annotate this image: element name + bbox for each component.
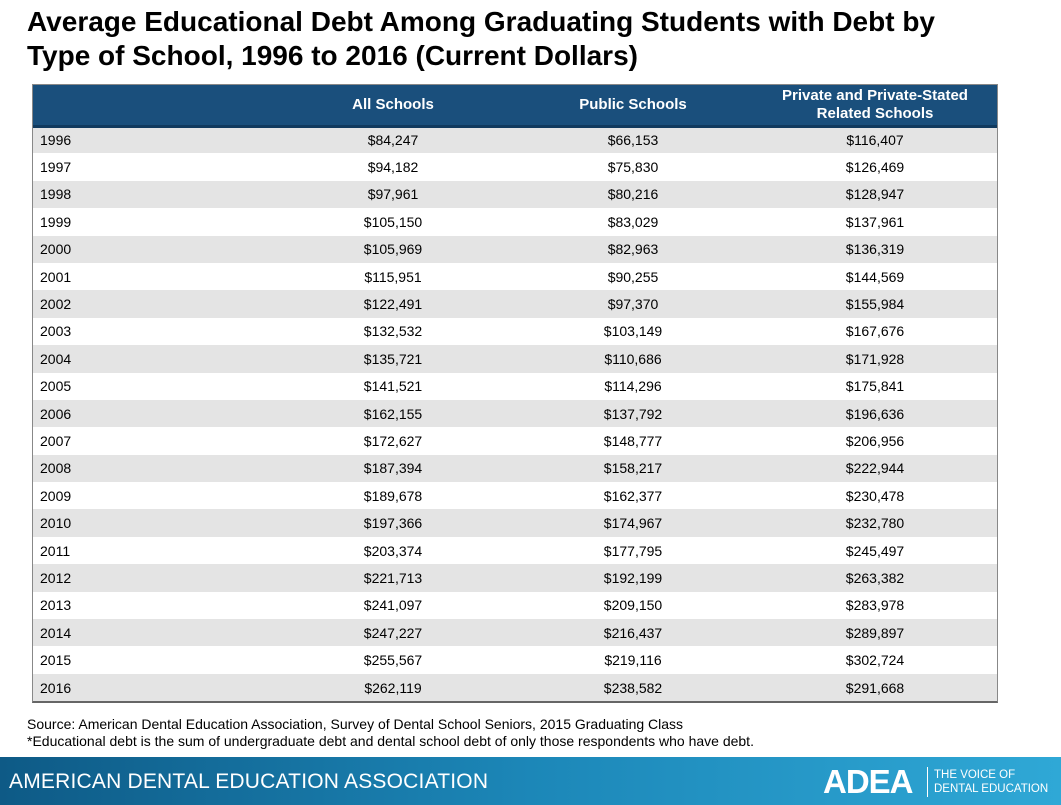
- cell-public-schools: $97,370: [607, 296, 659, 313]
- cell-private-schools: $289,897: [845, 624, 905, 641]
- cell-public-schools: $177,795: [603, 542, 663, 559]
- cell-all-schools: $94,182: [367, 159, 419, 176]
- cell-year: 2001: [40, 268, 72, 285]
- cell-private-schools: $137,961: [845, 213, 905, 230]
- table-row: [33, 153, 997, 180]
- cell-public-schools: $148,777: [603, 432, 663, 449]
- cell-all-schools: $84,247: [367, 132, 419, 149]
- cell-public-schools: $75,830: [607, 159, 659, 176]
- table-body: [33, 126, 997, 701]
- source-line: Source: American Dental Education Association, Survey of Dental School Seniors, 2015 Graduating Class: [27, 716, 684, 732]
- cell-year: 1998: [40, 186, 72, 203]
- cell-private-schools: $291,668: [845, 679, 905, 696]
- cell-all-schools: $262,119: [364, 679, 422, 696]
- table-row: [33, 674, 997, 701]
- cell-all-schools: $162,155: [363, 405, 423, 422]
- table-row: [33, 482, 997, 509]
- table-row: [33, 181, 997, 208]
- cell-year: 2002: [40, 296, 72, 313]
- tagline-line-2: DENTAL EDUCATION: [934, 783, 1049, 795]
- tagline-line-1: THE VOICE OF: [934, 769, 1016, 781]
- cell-year: 1997: [40, 159, 72, 176]
- cell-private-schools: $196,636: [845, 405, 905, 422]
- cell-year: 1996: [40, 132, 72, 149]
- cell-private-schools: $128,947: [845, 186, 905, 203]
- table-row: [33, 126, 997, 153]
- header-year: [33, 85, 273, 126]
- cell-private-schools: $283,978: [845, 597, 905, 614]
- header-public-schools: Public Schools: [579, 95, 687, 113]
- table-header: [33, 85, 997, 126]
- cell-private-schools: $155,984: [845, 296, 905, 313]
- table-row: [33, 564, 997, 591]
- cell-all-schools: $255,567: [363, 652, 423, 669]
- cell-private-schools: $206,956: [845, 432, 905, 449]
- cell-private-schools: $171,928: [845, 350, 905, 367]
- table-row: [33, 646, 997, 673]
- cell-year: 2013: [40, 597, 72, 614]
- cell-year: 2008: [40, 460, 72, 477]
- debt-table-container: [32, 84, 998, 703]
- cell-all-schools: $197,366: [363, 515, 423, 532]
- cell-private-schools: $232,780: [845, 515, 905, 532]
- cell-year: 2014: [40, 624, 72, 641]
- organization-name: AMERICAN DENTAL EDUCATION ASSOCIATION: [9, 770, 489, 793]
- table-row: [33, 455, 997, 482]
- cell-all-schools: $189,678: [363, 487, 423, 504]
- cell-year: 2005: [40, 378, 72, 395]
- cell-all-schools: $187,394: [363, 460, 423, 477]
- cell-year: 2015: [40, 652, 72, 669]
- cell-year: 2011: [40, 542, 71, 559]
- cell-public-schools: $90,255: [607, 268, 659, 285]
- debt-table: [33, 85, 997, 701]
- cell-public-schools: $83,029: [607, 213, 659, 230]
- cell-all-schools: $241,097: [363, 597, 423, 614]
- table-row: [33, 318, 997, 345]
- table-row: [33, 592, 997, 619]
- cell-all-schools: $97,961: [367, 186, 419, 203]
- tagline: [934, 768, 1048, 796]
- cell-private-schools: $136,319: [845, 241, 905, 258]
- cell-private-schools: $263,382: [845, 569, 905, 586]
- cell-public-schools: $209,150: [603, 597, 663, 614]
- cell-public-schools: $110,686: [604, 350, 662, 367]
- logo-divider: [927, 767, 928, 797]
- cell-year: 2016: [40, 679, 72, 696]
- cell-public-schools: $174,967: [603, 515, 663, 532]
- table-row: [33, 373, 997, 400]
- cell-all-schools: $135,721: [363, 350, 423, 367]
- cell-year: 2012: [40, 569, 72, 586]
- cell-private-schools: $116,407: [846, 132, 904, 149]
- cell-all-schools: $247,227: [363, 624, 423, 641]
- cell-all-schools: $105,969: [363, 241, 423, 258]
- cell-private-schools: $222,944: [845, 460, 905, 477]
- page-title: [27, 5, 1037, 73]
- adea-logo: ADEA: [823, 763, 913, 800]
- cell-public-schools: $192,199: [603, 569, 663, 586]
- cell-public-schools: $216,437: [603, 624, 663, 641]
- cell-public-schools: $137,792: [603, 405, 663, 422]
- table-row: [33, 263, 997, 290]
- cell-all-schools: $172,627: [363, 432, 423, 449]
- cell-year: 2007: [40, 432, 72, 449]
- cell-all-schools: $221,713: [363, 569, 423, 586]
- cell-private-schools: $144,569: [845, 268, 905, 285]
- cell-year: 1999: [40, 213, 72, 230]
- cell-public-schools: $114,296: [604, 378, 662, 395]
- cell-all-schools: $122,491: [363, 296, 423, 313]
- table-row: [33, 290, 997, 317]
- title-line-2: Type of School, 1996 to 2016 (Current Dollars): [27, 40, 638, 71]
- footer-bar: [0, 757, 1061, 805]
- cell-public-schools: $238,582: [603, 679, 663, 696]
- cell-private-schools: $230,478: [845, 487, 905, 504]
- cell-public-schools: $82,963: [607, 241, 659, 258]
- cell-all-schools: $105,150: [363, 213, 423, 230]
- source-notes: [27, 716, 754, 750]
- cell-all-schools: $141,521: [363, 378, 423, 395]
- cell-year: 2009: [40, 487, 72, 504]
- cell-year: 2003: [40, 323, 72, 340]
- title-line-1: Average Educational Debt Among Graduating Students with Debt by: [27, 6, 936, 37]
- cell-all-schools: $203,374: [363, 542, 423, 559]
- table-row: [33, 619, 997, 646]
- table-row: [33, 400, 997, 427]
- cell-public-schools: $80,216: [607, 186, 659, 203]
- cell-year: 2000: [40, 241, 72, 258]
- table-row: [33, 345, 997, 372]
- cell-public-schools: $158,217: [603, 460, 663, 477]
- cell-private-schools: $175,841: [845, 378, 905, 395]
- cell-year: 2004: [40, 350, 72, 367]
- cell-all-schools: $115,951: [364, 268, 422, 285]
- table-row: [33, 509, 997, 536]
- cell-year: 2010: [40, 515, 72, 532]
- table-row: [33, 537, 997, 564]
- cell-year: 2006: [40, 405, 72, 422]
- cell-private-schools: $302,724: [845, 652, 905, 669]
- cell-public-schools: $162,377: [603, 487, 663, 504]
- cell-public-schools: $103,149: [603, 323, 663, 340]
- header-private-schools: Private and Private-Stated Related Schools: [782, 86, 968, 122]
- header-all-schools: All Schools: [352, 95, 434, 113]
- table-row: [33, 208, 997, 235]
- cell-all-schools: $132,532: [363, 323, 423, 340]
- cell-public-schools: $66,153: [607, 132, 659, 149]
- table-row: [33, 427, 997, 454]
- cell-private-schools: $126,469: [845, 159, 905, 176]
- cell-private-schools: $167,676: [845, 323, 905, 340]
- footnote-line: *Educational debt is the sum of undergraduate debt and dental school debt of only those respondents who have debt.: [27, 733, 754, 749]
- cell-private-schools: $245,497: [845, 542, 905, 559]
- cell-public-schools: $219,116: [604, 652, 662, 669]
- header-row: [33, 85, 997, 126]
- table-row: [33, 236, 997, 263]
